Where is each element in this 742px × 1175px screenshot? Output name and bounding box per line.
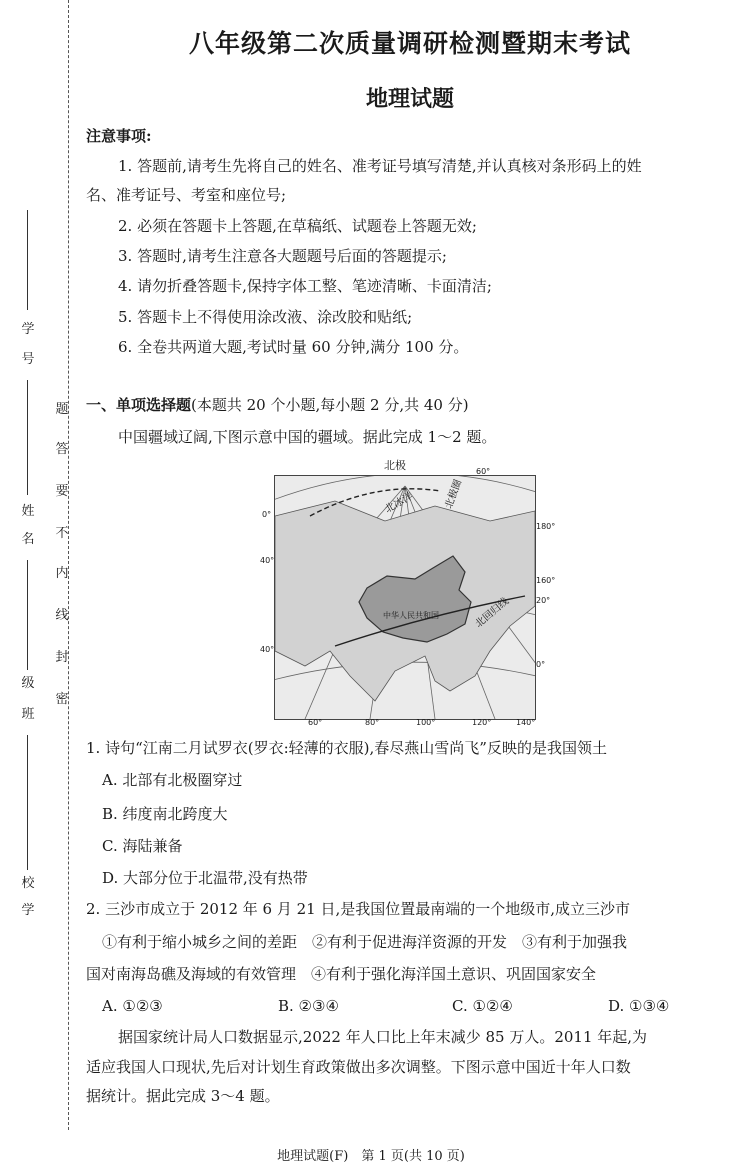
china-label: 中华人民共和国 — [383, 611, 439, 620]
section1-header — [86, 395, 469, 415]
notice-item-3: 3. 答题时,请考生注意各大题题号后面的答题提示; — [118, 247, 447, 265]
class-label-2: 级 — [21, 676, 35, 691]
tropic-of-cancer-label: 北回归线 — [473, 595, 512, 631]
notice-item-2: 2. 必须在答题卡上答题,在草稿纸、试题卷上答题无效; — [118, 217, 477, 235]
binding-dashed-line — [68, 0, 69, 1130]
warning-char-7: 封 — [55, 650, 69, 665]
intro2-line-2: 适应我国人口现状,先后对计划生育政策做出多次调整。下图示意中国近十年人口数 — [86, 1058, 631, 1076]
map-tick-100-bottom: 100° — [416, 718, 436, 727]
q2-option-b[interactable]: B. ②③④ — [278, 997, 339, 1015]
map-tick-120-bottom: 120° — [472, 718, 492, 727]
warning-char-8: 密 — [55, 692, 69, 707]
q2-option-d[interactable]: D. ①③④ — [608, 997, 670, 1015]
page-footer: 地理试题(F) 第 1 页(共 10 页) — [277, 1149, 465, 1164]
map-tick-60-top: 60° — [476, 467, 491, 476]
warning-char-1: 题 — [55, 402, 69, 417]
warning-char-3: 要 — [55, 484, 69, 499]
q2-statement-line-2: 国对南海岛礁及海域的有效管理 ④有利于强化海洋国土意识、巩固国家安全 — [86, 965, 597, 983]
warning-char-6: 线 — [55, 608, 69, 623]
notice-item-4: 4. 请勿折叠答题卡,保持字体工整、笔迹清晰、卡面清洁; — [118, 277, 492, 295]
school-field[interactable] — [27, 735, 28, 870]
section1-note: (本题共 20 个小题,每小题 2 分,共 40 分) — [191, 396, 469, 414]
class-label-1: 班 — [21, 707, 35, 722]
q1-option-b[interactable]: B. 纬度南北跨度大 — [102, 805, 228, 823]
school-label-2: 校 — [21, 876, 35, 891]
map-tick-40-bottom-left: 40° — [260, 645, 275, 654]
notice-item-6: 6. 全卷共两道大题,考试时量 60 分钟,满分 100 分。 — [118, 338, 469, 356]
china-territory-map — [274, 475, 536, 720]
map-tick-20-right: 20° — [536, 596, 551, 605]
q2-stem: 2. 三沙市成立于 2012 年 6 月 21 日,是我国位置最南端的一个地级市,成立三沙市 — [86, 900, 631, 918]
q1-option-d[interactable]: D. 大部分位于北温带,没有热带 — [102, 869, 308, 887]
school-label-1: 学 — [21, 903, 35, 918]
map-tick-140-bottom: 140° — [516, 718, 536, 727]
student-id-field[interactable] — [27, 210, 28, 310]
notice-heading: 注意事项: — [86, 127, 152, 145]
exam-title: 八年级第二次质量调研检测暨期末考试 — [188, 29, 631, 58]
q1-option-a[interactable]: A. 北部有北极圈穿过 — [102, 771, 243, 789]
name-label-1: 姓 — [21, 504, 35, 519]
section1-heading: 一、单项选择题 — [86, 396, 192, 414]
warning-char-4: 不 — [55, 526, 69, 541]
map-tick-60-bottom: 60° — [308, 718, 323, 727]
map-caption-top: 北极 — [384, 459, 406, 472]
q2-option-c[interactable]: C. ①②④ — [452, 997, 513, 1015]
intro2-line-1: 据国家统计局人口数据显示,2022 年人口比上年末减少 85 万人。2011 年起,为 — [118, 1028, 648, 1046]
q1-stem: 1. 诗句“江南二月试罗衣(罗衣:轻薄的衣服),春尽燕山雪尚飞”反映的是我国领土 — [86, 739, 607, 757]
class-field[interactable] — [27, 560, 28, 670]
warning-char-2: 答 — [55, 442, 69, 457]
q2-statement-line-1: ①有利于缩小城乡之间的差距 ②有利于促进海洋资源的开发 ③有利于加强我 — [102, 933, 628, 951]
map-tick-0-left: 0° — [262, 510, 272, 519]
map-tick-0-right: 0° — [536, 660, 546, 669]
map-tick-180-right: 180° — [536, 522, 556, 531]
exam-subtitle: 地理试题 — [365, 86, 454, 112]
name-field[interactable] — [27, 380, 28, 495]
section1-intro: 中国疆域辽阔,下图示意中国的疆域。据此完成 1～2 题。 — [118, 428, 497, 446]
q2-option-a[interactable]: A. ①②③ — [102, 997, 163, 1015]
student-id-label-1: 学 — [21, 322, 35, 337]
notice-item-1-cont: 名、准考证号、考室和座位号; — [86, 186, 287, 204]
arctic-circle-label: 北极圈 — [443, 478, 465, 511]
q1-option-c[interactable]: C. 海陆兼备 — [102, 837, 183, 855]
notice-item-5: 5. 答题卡上不得使用涂改液、涂改胶和贴纸; — [118, 308, 413, 326]
map-tick-40-left: 40° — [260, 556, 275, 565]
map-tick-80-bottom: 80° — [365, 718, 380, 727]
map-tick-160-right: 160° — [536, 576, 556, 585]
name-label-2: 名 — [21, 532, 35, 547]
arctic-ocean-label: 北冰洋 — [383, 490, 415, 516]
intro2-line-3: 据统计。据此完成 3～4 题。 — [86, 1087, 280, 1105]
notice-item-1: 1. 答题前,请考生先将自己的姓名、准考证号填写清楚,并认真核对条形码上的姓 — [118, 157, 642, 175]
student-id-label-2: 号 — [21, 352, 35, 367]
warning-char-5: 内 — [55, 566, 69, 581]
